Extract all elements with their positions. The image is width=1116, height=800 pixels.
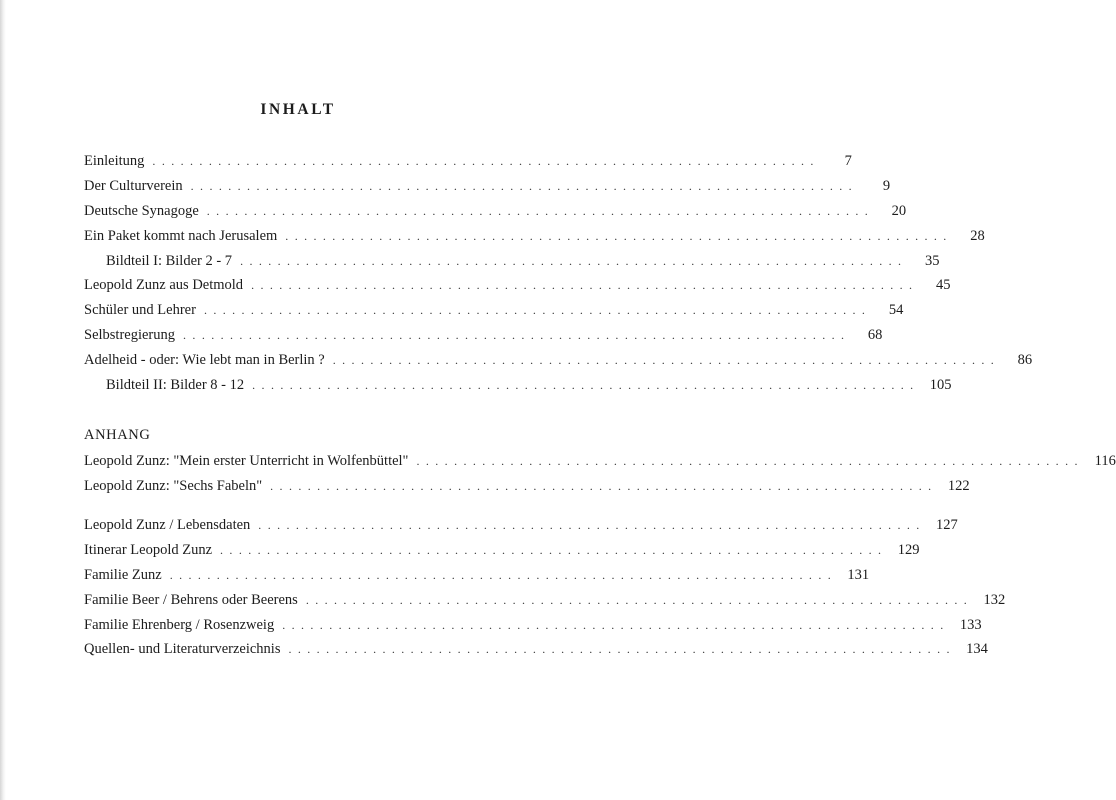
toc-leader-dots: ....................................................................... [258, 518, 926, 532]
toc-entry-title: Bildteil I: Bilder 2 - 7 [106, 253, 233, 269]
appendix-entry-page: 122 [947, 478, 970, 494]
toc-entry-title: Selbstregierung [84, 327, 176, 343]
toc-leader-dots: ....................................................................... [169, 568, 838, 582]
appendix-entry-title: Itinerar Leopold Zunz [84, 542, 213, 558]
toc-leader-dots: ....................................................................... [183, 328, 851, 342]
toc-entry-title: Bildteil II: Bilder 8 - 12 [106, 377, 245, 393]
appendix-entry [84, 453, 1116, 473]
toc-leader-dots: ....................................................................... [251, 278, 919, 292]
toc-entry-title: Einleitung [84, 153, 145, 169]
toc-leader-dots: ....................................................................... [282, 618, 950, 632]
appendix-entry [84, 517, 958, 537]
toc-entry [106, 377, 952, 397]
toc-leader-dots: ....................................................................... [190, 179, 859, 193]
toc-leader-dots: ....................................................................... [206, 204, 875, 218]
toc-entry-page: 35 [924, 253, 940, 269]
toc-entry-page: 68 [867, 327, 883, 343]
page-title: INHALT [260, 101, 336, 118]
appendix-entry-page: 134 [966, 641, 988, 657]
appendix-heading: ANHANG [84, 427, 151, 443]
toc-entry-page: 54 [888, 302, 904, 318]
appendix-entry [84, 617, 982, 637]
appendix-entry [84, 478, 970, 498]
toc-entry-title: Der Culturverein [84, 178, 183, 194]
appendix-entry-page: 133 [959, 617, 982, 633]
toc-entry-page: 7 [844, 153, 852, 169]
appendix-entry [84, 567, 870, 587]
appendix-entry-title: Leopold Zunz / Lebensdaten [84, 517, 251, 533]
appendix-entry-title: Leopold Zunz: "Sechs Fabeln" [84, 478, 263, 494]
toc-leader-dots: ....................................................................... [332, 353, 1001, 367]
page-edge [0, 0, 6, 800]
appendix-entry [84, 542, 920, 562]
toc-entry [84, 352, 1033, 372]
toc-entry-page: 45 [935, 277, 951, 293]
toc-entry [84, 277, 951, 297]
appendix-entry-page: 116 [1094, 453, 1116, 469]
appendix-entry-title: Leopold Zunz: "Mein erster Unterricht in Wolfenbüttel" [84, 453, 409, 469]
toc-entry [84, 178, 891, 198]
toc-entry-page: 28 [970, 228, 985, 244]
toc-entry-page: 20 [891, 203, 907, 219]
toc-entry [84, 302, 904, 322]
appendix-entry-title: Quellen- und Literaturverzeichnis [84, 641, 281, 657]
toc-entry-title: Leopold Zunz aus Detmold [84, 277, 244, 293]
toc-leader-dots: ....................................................................... [416, 454, 1084, 468]
toc-entry-title: Deutsche Synagoge [84, 203, 199, 219]
appendix-entry [84, 641, 988, 661]
toc-entry [84, 228, 985, 248]
appendix-entry-title: Familie Zunz [84, 567, 162, 583]
toc-leader-dots: ....................................................................... [240, 254, 908, 268]
toc-entry [84, 153, 852, 173]
toc-entry-title: Schüler und Lehrer [84, 302, 196, 318]
toc-leader-dots: ....................................................................... [285, 229, 953, 243]
toc-entry-title: Adelheid - oder: Wie lebt man in Berlin ? [84, 352, 325, 368]
appendix-entry [84, 592, 1006, 612]
toc-entry [84, 327, 883, 347]
toc-entry [106, 253, 940, 273]
appendix-entry-page: 131 [847, 567, 870, 583]
toc-entry-page: 9 [882, 178, 891, 194]
toc-leader-dots: ....................................................................... [220, 543, 888, 557]
toc-leader-dots: ....................................................................... [305, 593, 974, 607]
appendix-entry-page: 129 [897, 542, 920, 558]
toc-leader-dots: ....................................................................... [252, 378, 920, 392]
toc-leader-dots: ....................................................................... [203, 303, 872, 317]
toc-entry-page: 86 [1017, 352, 1033, 368]
toc-entry [84, 203, 907, 223]
appendix-entry-page: 127 [935, 517, 958, 533]
toc-entry-title: Ein Paket kommt nach Jerusalem [84, 228, 278, 244]
toc-leader-dots: ....................................................................... [152, 154, 820, 168]
appendix-entry-page: 132 [983, 592, 1006, 608]
appendix-entry-title: Familie Beer / Behrens oder Beerens [84, 592, 298, 608]
toc-leader-dots: ....................................................................... [288, 642, 956, 656]
appendix-entry-title: Familie Ehrenberg / Rosenzweig [84, 617, 275, 633]
toc-leader-dots: ....................................................................... [270, 479, 938, 493]
toc-entry-page: 105 [929, 377, 952, 393]
